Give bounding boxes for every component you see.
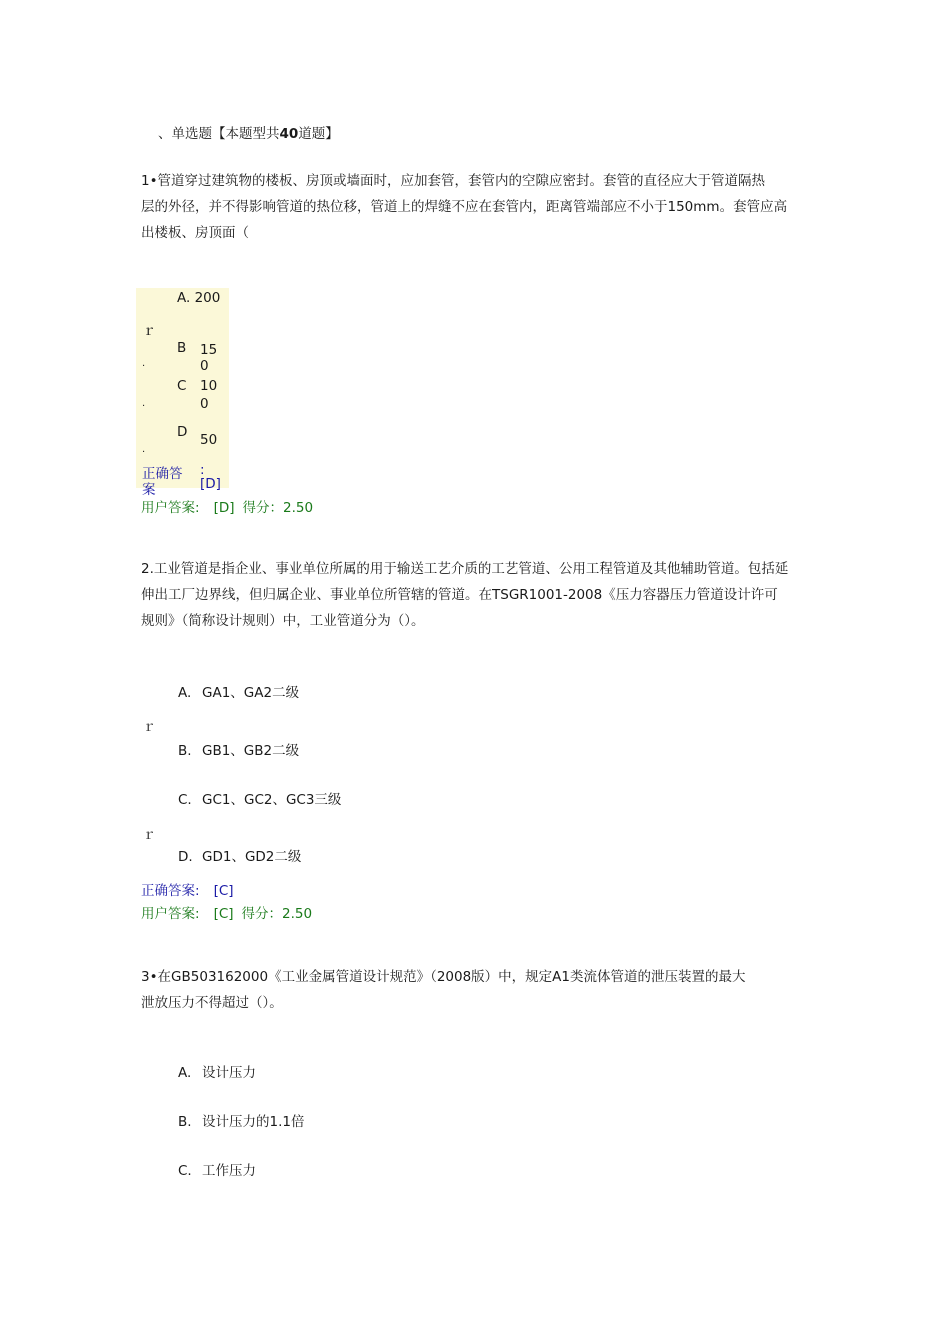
q2-option-c-letter: C. (178, 792, 192, 808)
question-2-line-1: 2.工业管道是指企业、事业单位所属的用于输送工艺介质的工艺管道、公用工程管道及其他辅助管道。包括延 (141, 561, 789, 577)
q1-option-b-value-1: 15 (200, 342, 218, 358)
q2-option-d[interactable] (178, 845, 301, 865)
q1-score: 得分：2.50 (242, 500, 314, 516)
q2-option-c-value: GC1、GC2、GC3三级 (202, 792, 342, 808)
q1-user-answer-value: [D] (213, 500, 235, 516)
q1-option-a[interactable] (177, 290, 220, 306)
q3-option-a-value: 设计压力 (202, 1065, 256, 1081)
q1-correct-value: [D] (200, 476, 221, 492)
q1-option-c-dot: . (142, 398, 146, 409)
q2-option-d-letter: D. (178, 849, 193, 865)
q1-correct-label-1: 正确答 (142, 466, 183, 482)
q1-option-c-value-1: 10 (200, 378, 218, 394)
question-1-text (141, 168, 811, 246)
q3-option-b[interactable] (178, 1110, 304, 1130)
q3-option-b-value: 设计压力的1.1倍 (202, 1114, 305, 1130)
q2-option-a[interactable] (178, 681, 299, 701)
q1-correct-label-2: 案 (142, 482, 156, 498)
section-title-prefix: 、单选题【本题型共 (158, 126, 280, 142)
q2-option-a-letter: A. (178, 685, 192, 701)
q2-correct-answer (141, 879, 234, 899)
question-1-line-2: 层的外径，并不得影响管道的热位移，管道上的焊缝不应在套管内，距离管端部应不小于150mm。套管应高 (141, 199, 788, 215)
question-3-text (141, 964, 811, 1016)
q1-option-d-dot: . (142, 444, 146, 455)
question-3-line-2: 泄放压力不得超过（）。 (141, 995, 283, 1011)
q1-option-b-value-2: 0 (200, 358, 209, 374)
q2-correct-answer-label: 正确答案: (141, 883, 200, 899)
q2-radio-mark-2[interactable]: ｒ (142, 827, 156, 843)
q2-option-c[interactable] (178, 788, 341, 808)
question-1-line-3: 出楼板、房顶面（ (141, 225, 249, 241)
question-3-line-1: 3•在GB503162000《工业金属管道设计规范》（2008版）中，规定A1类流体管道的泄压装置的最大 (141, 969, 746, 985)
q1-radio-mark[interactable]: ｒ (142, 323, 156, 339)
q1-option-b-dot: . (142, 358, 146, 369)
q2-option-a-value: GA1、GA2二级 (202, 685, 300, 701)
q3-option-b-letter: B. (178, 1114, 192, 1130)
q1-option-c-letter[interactable]: C (177, 378, 187, 394)
q3-option-c[interactable] (178, 1159, 256, 1179)
q3-option-a[interactable] (178, 1061, 256, 1081)
q1-option-a-value: 200 (194, 290, 221, 306)
question-count: 40 (279, 126, 299, 142)
q1-option-d-value: 50 (200, 432, 218, 448)
q2-option-b-value: GB1、GB2二级 (202, 743, 300, 759)
q2-correct-answer-value: [C] (213, 883, 234, 899)
q1-option-b-letter[interactable]: B (177, 340, 187, 356)
q1-user-answer (141, 496, 313, 516)
section-title-suffix: 道题】 (298, 126, 339, 142)
section-title (158, 122, 339, 142)
q1-option-d-letter[interactable]: D (177, 424, 188, 440)
q2-user-answer (141, 902, 312, 922)
q2-option-d-value: GD1、GD2二级 (202, 849, 302, 865)
q1-user-answer-label: 用户答案: (141, 500, 200, 516)
q2-radio-mark-1[interactable]: ｒ (142, 719, 156, 735)
question-2-line-2: 伸出工厂边界线，但归属企业、事业单位所管辖的管道。在TSGR1001-2008《压力容器压力管道设计许可 (141, 587, 778, 603)
question-1-line-1: 1•管道穿过建筑物的楼板、房顶或墙面时，应加套管，套管内的空隙应密封。套管的直径应大于管道隔热 (141, 173, 766, 189)
q3-option-c-value: 工作压力 (202, 1163, 256, 1179)
question-1-options-box (136, 288, 229, 498)
q3-option-a-letter: A. (178, 1065, 192, 1081)
question-2-text (141, 556, 811, 634)
q1-option-a-letter: A. (177, 290, 191, 306)
q2-user-answer-label: 用户答案: (141, 906, 200, 922)
q2-score: 得分：2.50 (241, 906, 313, 922)
q3-option-c-letter: C. (178, 1163, 192, 1179)
question-2-line-3: 规则》（简称设计规则）中，工业管道分为（）。 (141, 613, 425, 629)
q2-option-b[interactable] (178, 739, 299, 759)
q1-correct-colon: : (200, 462, 205, 478)
q2-option-b-letter: B. (178, 743, 192, 759)
q1-option-c-value-2: 0 (200, 396, 209, 412)
q2-user-answer-value: [C] (213, 906, 234, 922)
